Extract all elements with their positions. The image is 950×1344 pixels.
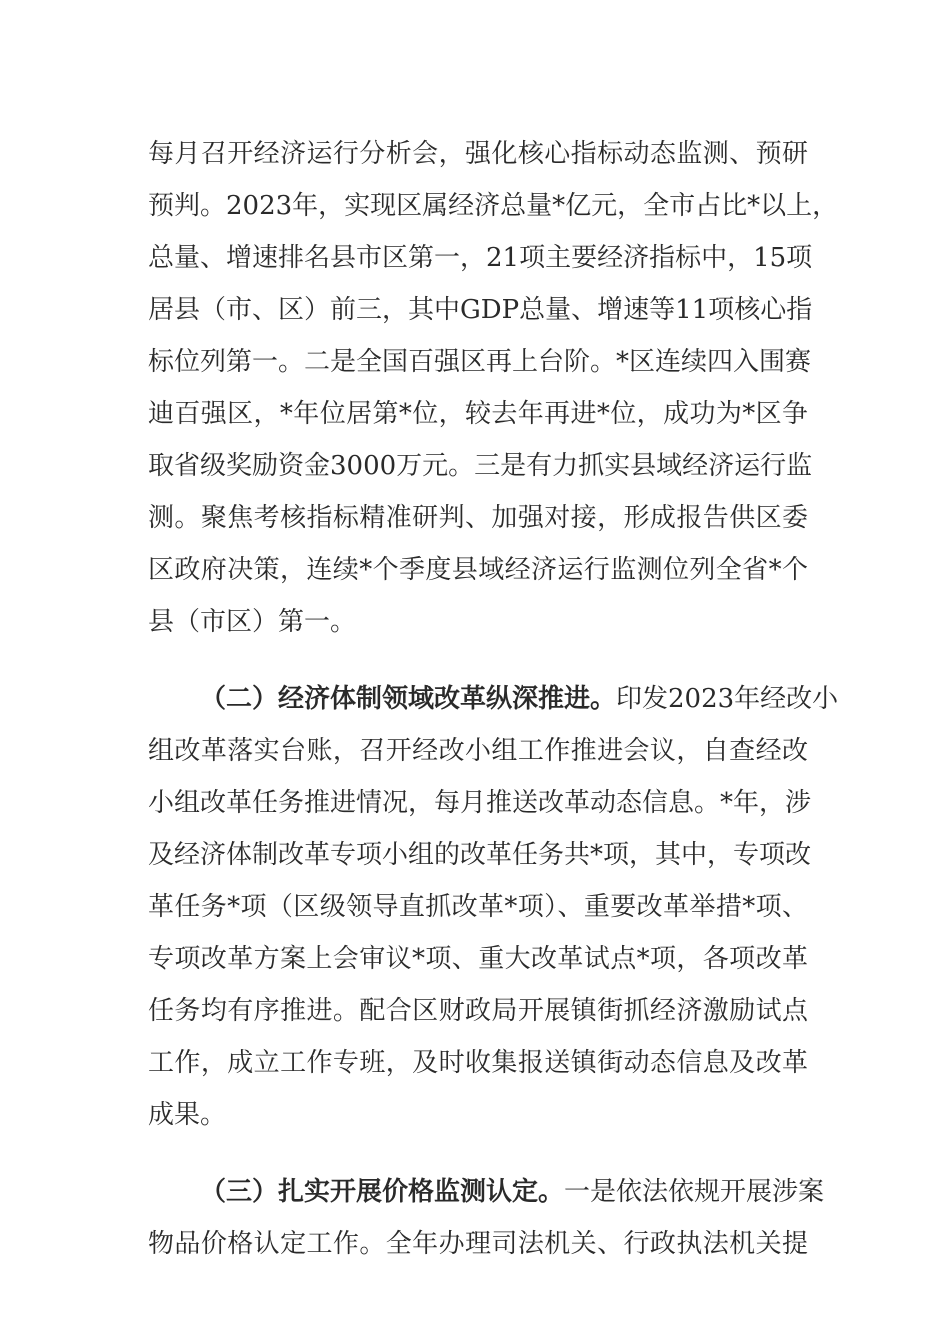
section-first-line xyxy=(148,1166,825,1218)
text-line: 成果。 xyxy=(148,1100,227,1130)
paragraph-economic-monitoring xyxy=(148,128,839,648)
text-line: 物品价格认定工作。全年办理司法机关、行政执法机关提 xyxy=(148,1229,808,1259)
text-line: 组改革落实台账，召开经改小组工作推进会议，自查经改 xyxy=(148,736,808,766)
text-line: 区政府决策，连续*个季度县域经济运行监测位列全省*个 xyxy=(148,555,808,585)
text-line: 及经济体制改革专项小组的改革任务共*项，其中，专项改 xyxy=(148,840,812,870)
text-span: 印发2023年经改小 xyxy=(616,684,839,714)
text-line: 预判。2023年，实现区属经济总量*亿元，全市占比*以上， xyxy=(148,191,839,221)
text-line: 迪百强区，*年位居第*位，较去年再进*位，成功为*区争 xyxy=(148,399,808,429)
text-line: 居县（市、区）前三，其中GDP总量、增速等11项核心指 xyxy=(148,295,813,325)
text-line: 标位列第一。二是全国百强区再上台阶。*区连续四入围赛 xyxy=(148,347,812,377)
text-line: 每月召开经济运行分析会，强化核心指标动态监测、预研 xyxy=(148,139,808,169)
text-line: 工作，成立工作专班，及时收集报送镇街动态信息及改革 xyxy=(148,1048,808,1078)
text-line: 专项改革方案上会审议*项、重大改革试点*项，各项改革 xyxy=(148,944,808,974)
text-line: 任务均有序推进。配合区财政局开展镇街抓经济激励试点 xyxy=(148,996,808,1026)
text-line: 小组改革任务推进情况，每月推送改革动态信息。*年，涉 xyxy=(148,788,812,818)
text-line: 取省级奖励资金3000万元。三是有力抓实县域经济运行监 xyxy=(148,451,813,481)
text-line: 测。聚焦考核指标精准研判、加强对接，形成报告供区委 xyxy=(148,503,808,533)
section-heading: （二）经济体制领域改革纵深推进。 xyxy=(200,684,617,714)
paragraph-economic-reform xyxy=(148,673,839,1141)
text-line: 总量、增速排名县市区第一，21项主要经济指标中，15项 xyxy=(148,243,813,273)
section-first-line xyxy=(148,673,839,725)
document-body xyxy=(148,128,839,1270)
text-line: 县（市区）第一。 xyxy=(148,607,357,637)
section-heading: （三）扎实开展价格监测认定。 xyxy=(200,1177,565,1207)
text-span: 一是依法依规开展涉案 xyxy=(564,1177,825,1207)
paragraph-price-monitoring xyxy=(148,1166,825,1270)
text-line: 革任务*项（区级领导直抓改革*项）、重要改革举措*项、 xyxy=(148,892,808,922)
